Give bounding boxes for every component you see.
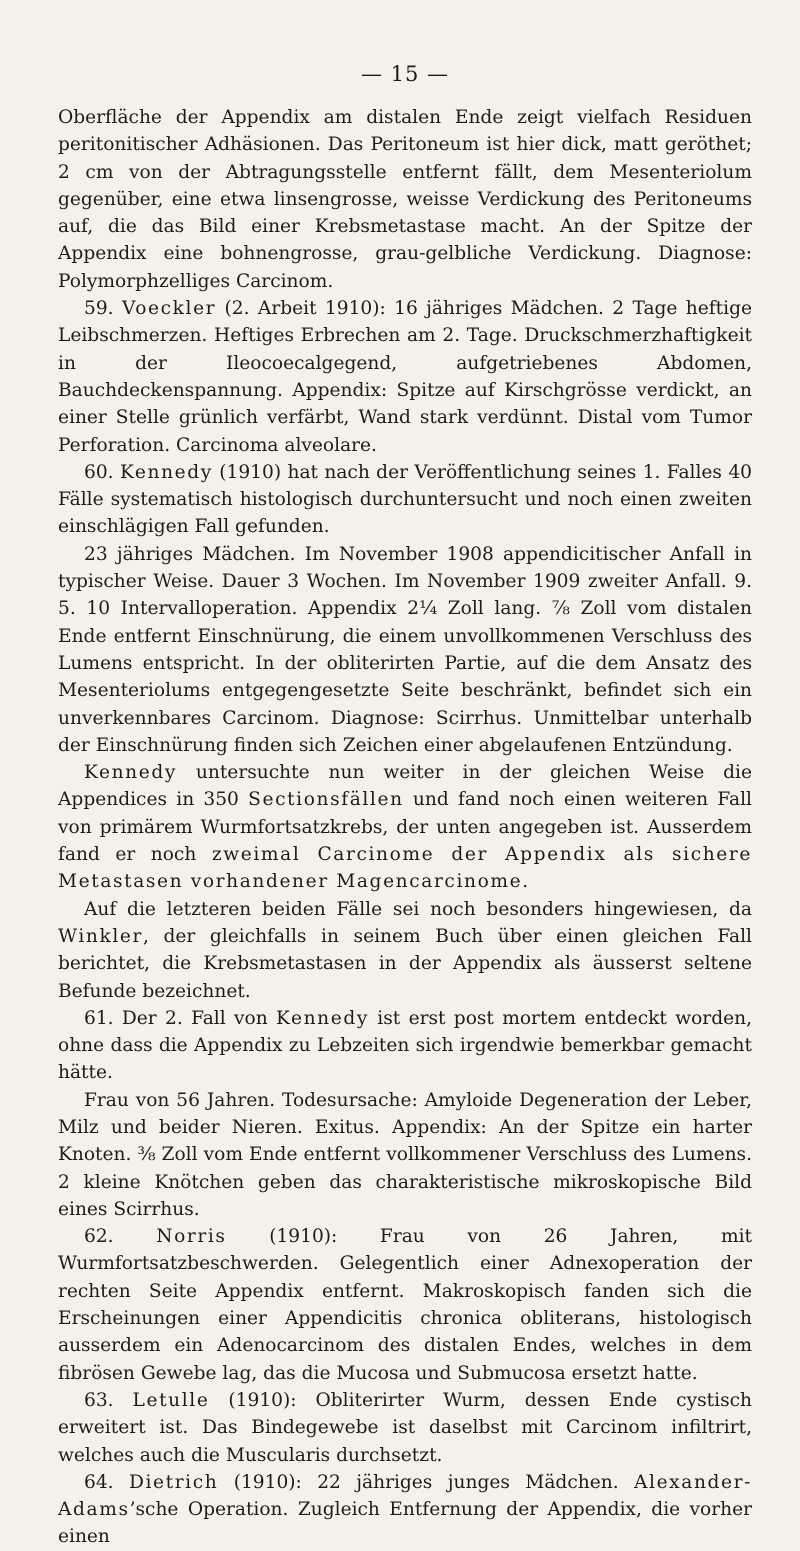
paragraph-text: (1910): Obliterirter Wurm, dessen Ende cystisch erweitert ist. Das Bindegewebe ist daselbst mit Carcinom infiltrirt, welches auch die Muscularis durchsetzt. (58, 1389, 752, 1466)
paragraph-text: 23 jähriges Mädchen. Im November 1908 appendicitischer Anfall in typischer Weise. Dauer 3 Wochen. Im November 1909 zweiter Anfall. 9. 5. 10 Intervalloperation. Appendix 2¼ Zoll lang. ⅞ Zoll vom distalen Ende entfernt Einschnürung, die einem unvollkommenen Verschluss des Lumens entspricht. In der obliterirten Partie, auf die dem Ansatz des Mesenteriolums entgegengesetzte Seite beschränkt, befindet sich ein unverkennbares Carcinom. Diagnose: Scirrhus. Unmittelbar unterhalb der Einschnürung finden sich Zeichen einer abgelaufenen Entzündung. (58, 543, 752, 756)
paragraph-p6 (58, 1005, 752, 1087)
paragraph-text: 61. Der 2. Fall von (84, 1007, 276, 1029)
paragraph-p0 (58, 104, 752, 295)
spaced-name-text: Kennedy (119, 461, 213, 483)
spaced-name-text: Kennedy (84, 762, 177, 784)
paragraph-text: 64. (84, 1471, 129, 1493)
spaced-name-text: Voeckler (121, 298, 217, 320)
paragraph-text: (1910): Frau von 26 Jahren, mit Wurmfortsatzbeschwerden. Gelegentlich einer Adnexoperation der rechten Seite Appendix entfernt. Makroskopisch fanden sich die Erscheinungen einer Appendicitis chronica obliterans, histologisch ausserdem ein Adenocarcinom des distalen Endes, welches in dem fibrösen Gewebe lag, das die Mucosa und Submucosa ersetzt hatte. (58, 1226, 752, 1384)
paragraph-p7 (58, 1087, 752, 1223)
spaced-name-text: Dietrich (128, 1471, 219, 1493)
spaced-name-text: Letulle (132, 1389, 210, 1411)
spaced-name-text: Kennedy (276, 1007, 369, 1029)
body-text (58, 104, 752, 1551)
paragraph-text: 60. (84, 461, 120, 483)
paragraph-text: 63. (84, 1389, 133, 1411)
spaced-name-text: Winkler (58, 925, 144, 947)
paragraph-p1 (58, 295, 752, 459)
paragraph-p2 (58, 459, 752, 541)
paragraph-text: Frau von 56 Jahren. Todesursache: Amyloide Degeneration der Leber, Milz und beider Nieren. Exitus. Appendix: An der Spitze ein harter Knoten. ⅜ Zoll vom Ende entfernt vollkommener Verschluss des Lumens. 2 kleine Knötchen geben das charakteristische mikroskopische Bild eines Scirrhus. (58, 1089, 752, 1220)
spaced-name-text: Alexander-Adams (58, 1471, 753, 1521)
paragraph-text: (2. Arbeit 1910): 16 jähriges Mädchen. 2 Tage heftige Leibschmerzen. Heftiges Erbrechen am 2. Tage. Druckschmerzhaftigkeit in der Ileocoecalgegend, aufgetriebenes Abdomen, Bauchdeckenspannung. Appendix: Spitze auf Kirschgrösse verdickt, an einer Stelle grünlich verfärbt, Wand stark verdünnt. Distal vom Tumor Perforation. Carcinoma alveolare. (58, 298, 752, 456)
paragraph-text: Oberfläche der Appendix am distalen Ende zeigt vielfach Residuen peritonitischer Adhäsionen. Das Peritoneum ist hier dick, matt geröthet; 2 cm von der Abtragungsstelle entfernt fällt, dem Mesenteriolum gegenüber, eine etwa linsengrosse, weisse Verdickung des Peritoneums auf, die das Bild einer Krebsmetastase macht. An der Spitze der Appendix eine bohnengrosse, grau-gelbliche Verdickung. Diagnose: Polymorphzelliges Carcinom. (58, 107, 752, 292)
paragraph-text: , der gleichfalls in seinem Buch über einen gleichen Fall berichtet, die Krebsmetastasen in der Appendix als äusserst seltene Befunde bezeichnet. (58, 925, 752, 1002)
paragraph-text: 62. (84, 1226, 157, 1248)
paragraph-text: und fand noch einen weiteren Fall von primärem Wurmfortsatzkrebs, der unten angegeben ist. Ausserdem fand er noch (58, 789, 753, 866)
paragraph-p3 (58, 541, 752, 759)
paragraph-p8 (58, 1223, 752, 1387)
paragraph-text: ist erst post mortem entdeckt worden, ohne dass die Appendix zu Lebzeiten sich irgendwie bemerkbar gemacht hätte. (58, 1007, 752, 1084)
paragraph-text: untersuchte nun weiter in der gleichen Weise die Appendices in 350 (58, 762, 752, 811)
paragraph-p5 (58, 896, 752, 1005)
paragraph-text: ’sche Operation. Zugleich Entfernung der Appendix, die vorher einen (58, 1499, 752, 1548)
page-number-header: — 15 — (360, 62, 450, 86)
spaced-name-text: Sectionsfällen (248, 789, 404, 811)
paragraph-text: 59. (84, 298, 122, 320)
paragraph-p4 (58, 759, 752, 895)
spaced-name-text: zweimal Carcinome der Appendix als sichere Metastasen vorhandener Magencarcinome. (58, 844, 752, 893)
paragraph-text: (1910) hat nach der Veröffentlichung seines 1. Falles 40 Fälle systematisch histologisch durchuntersucht und noch einen zweiten einschlägigen Fall gefunden. (58, 461, 752, 538)
paragraph-p10 (58, 1469, 752, 1551)
paragraph-text: Auf die letzteren beiden Fälle sei noch besonders hingewiesen, da (84, 898, 752, 920)
spaced-name-text: Norris (156, 1226, 227, 1248)
paragraph-text: (1910): 22 jähriges junges Mädchen. (218, 1471, 634, 1493)
paragraph-p9 (58, 1387, 752, 1469)
